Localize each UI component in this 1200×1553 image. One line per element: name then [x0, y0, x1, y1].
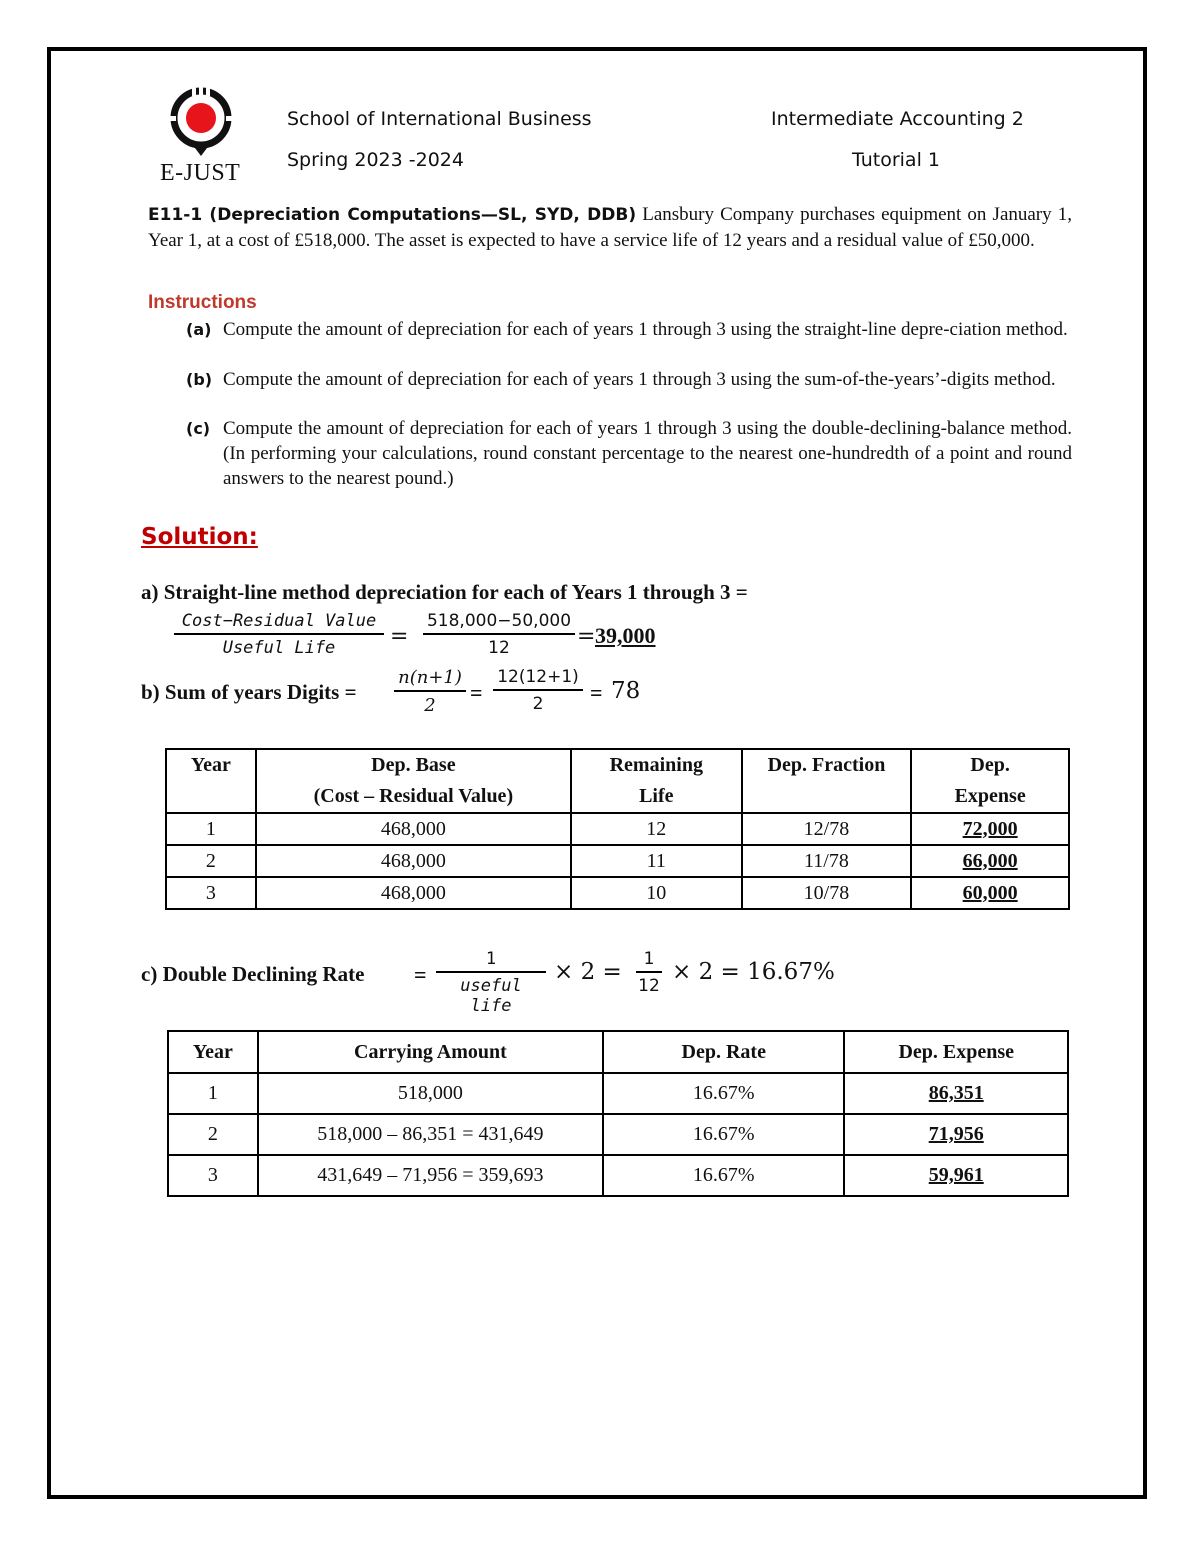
syd-values-numerator: 12(12+1) — [493, 667, 583, 691]
cell-life: 12 — [571, 813, 742, 845]
syd-values-denominator: 2 — [532, 694, 544, 714]
part-a-heading: a) Straight-line method depreciation for each of Years 1 through 3 = — [141, 580, 748, 604]
ddb-values-denominator: 12 — [638, 976, 660, 996]
cell-amount: 518,000 — [258, 1073, 603, 1114]
ddb-formula-numerator: 1 — [436, 949, 546, 973]
syd-formula-numerator: n(n+1) — [394, 667, 466, 692]
ddb-times-two: × 2 = — [554, 959, 622, 985]
table-row — [168, 1155, 1068, 1196]
col-header-dep-expense: Dep. Expense — [844, 1031, 1068, 1073]
logo-text: E-JUST — [160, 160, 241, 186]
table-row — [166, 813, 1069, 845]
term: Spring 2023 -2024 — [287, 149, 464, 171]
instruction-item — [186, 367, 1072, 392]
solution-title: Solution: — [141, 524, 258, 550]
ddb-rate-result: × 2 = 16.67% — [672, 959, 835, 985]
part-b-heading: b) Sum of years Digits = — [141, 680, 357, 704]
cell-year: 1 — [168, 1073, 258, 1114]
header-text: Dep. Fraction — [767, 754, 886, 776]
col-header-year — [166, 749, 256, 813]
equals-sign: = — [470, 680, 483, 705]
instruction-text: Compute the amount of depreciation for each of years 1 through 3 using the straight-line depre-ciation method. — [223, 319, 1068, 340]
cell-life: 11 — [571, 845, 742, 877]
header-text: Remaining — [609, 754, 703, 776]
table-header-row — [168, 1031, 1068, 1073]
ddb-formula-fraction — [436, 949, 546, 1016]
table-row — [166, 845, 1069, 877]
equals-sign: = — [390, 624, 409, 649]
cell-year: 2 — [166, 845, 256, 877]
part-c-heading: c) Double Declining Rate — [141, 962, 365, 986]
cell-rate: 16.67% — [603, 1073, 844, 1114]
header-text: Dep. Base — [371, 754, 456, 776]
cell-expense: 71,956 — [844, 1114, 1068, 1155]
instructions-title: Instructions — [148, 292, 257, 313]
ddb-values-fraction — [636, 949, 662, 996]
cell-base: 468,000 — [256, 813, 571, 845]
problem-text: Lansbury Company purchases equipment on January 1, Year 1, at a cost of £518,000. The asset is expected to have a service life of 12 years and a residual value of £50,000. — [148, 204, 1073, 251]
sl-formula-denominator: Useful Life — [222, 638, 336, 658]
table-row — [168, 1114, 1068, 1155]
cell-fraction: 12/78 — [742, 813, 912, 845]
col-header-dep-fraction — [742, 749, 912, 813]
instruction-label: (c) — [186, 419, 211, 438]
instruction-item — [186, 416, 1072, 491]
instruction-label: (a) — [186, 320, 212, 339]
problem-statement — [148, 202, 1072, 253]
instruction-text: Compute the amount of depreciation for each of years 1 through 3 using the double-declining-balance method. (In performing your calculations, round constant percentage to the nearest one-hundredth of a point and round answers to the nearest pound.) — [223, 418, 1072, 489]
tutorial-label: Tutorial 1 — [852, 149, 940, 171]
syd-formula-denominator: 2 — [424, 695, 436, 716]
table-header-row — [166, 749, 1069, 813]
syd-values-fraction — [493, 667, 583, 714]
table-row — [168, 1073, 1068, 1114]
cell-year: 2 — [168, 1114, 258, 1155]
cell-life: 10 — [571, 877, 742, 909]
cell-expense: 66,000 — [911, 845, 1069, 877]
syd-table — [165, 748, 1070, 910]
course-name: Intermediate Accounting 2 — [771, 108, 1024, 130]
equals-sign: = — [590, 680, 603, 705]
cell-expense: 72,000 — [911, 813, 1069, 845]
sl-formula-numerator: Cost−Residual Value — [174, 611, 384, 635]
cell-amount: 518,000 – 86,351 = 431,649 — [258, 1114, 603, 1155]
instruction-text: Compute the amount of depreciation for each of years 1 through 3 using the sum-of-the-years’-digits method. — [223, 369, 1056, 390]
col-header-dep-expense — [911, 749, 1069, 813]
equals-sign: = — [577, 624, 596, 649]
col-header-remaining-life — [571, 749, 742, 813]
sl-formula-fraction — [174, 611, 384, 658]
col-header-carrying-amount: Carrying Amount — [258, 1031, 603, 1073]
cell-expense: 60,000 — [911, 877, 1069, 909]
header-text: Life — [639, 785, 674, 807]
cell-rate: 16.67% — [603, 1155, 844, 1196]
instruction-label: (b) — [186, 370, 213, 389]
syd-result: 78 — [611, 678, 641, 704]
cell-base: 468,000 — [256, 845, 571, 877]
school-name: School of International Business — [287, 108, 592, 130]
header-text: Expense — [954, 785, 1026, 807]
cell-amount: 431,649 – 71,956 = 359,693 — [258, 1155, 603, 1196]
cell-base: 468,000 — [256, 877, 571, 909]
header-text: Dep. — [970, 754, 1010, 776]
instruction-item — [186, 317, 1072, 342]
equals-sign: = — [414, 962, 427, 987]
header-text: (Cost – Residual Value) — [313, 785, 514, 807]
syd-formula-fraction — [394, 667, 466, 716]
sl-values-fraction — [423, 611, 575, 658]
header-text: Year — [190, 754, 231, 776]
problem-title: E11-1 (Depreciation Computations—SL, SYD, DDB) — [148, 205, 637, 225]
cell-expense: 86,351 — [844, 1073, 1068, 1114]
col-header-dep-rate: Dep. Rate — [603, 1031, 844, 1073]
cell-year: 3 — [168, 1155, 258, 1196]
sl-values-denominator: 12 — [488, 638, 510, 658]
cell-rate: 16.67% — [603, 1114, 844, 1155]
sl-values-numerator: 518,000−50,000 — [423, 611, 575, 635]
cell-fraction: 11/78 — [742, 845, 912, 877]
table-row — [166, 877, 1069, 909]
cell-year: 1 — [166, 813, 256, 845]
col-header-dep-base — [256, 749, 571, 813]
ddb-values-numerator: 1 — [636, 949, 662, 973]
col-header-year: Year — [168, 1031, 258, 1073]
e-just-logo-icon — [170, 86, 232, 162]
cell-expense: 59,961 — [844, 1155, 1068, 1196]
ddb-formula-denominator: useful life — [460, 976, 522, 1016]
sl-result: 39,000 — [595, 623, 656, 648]
cell-fraction: 10/78 — [742, 877, 912, 909]
ddb-table — [167, 1030, 1069, 1197]
cell-year: 3 — [166, 877, 256, 909]
